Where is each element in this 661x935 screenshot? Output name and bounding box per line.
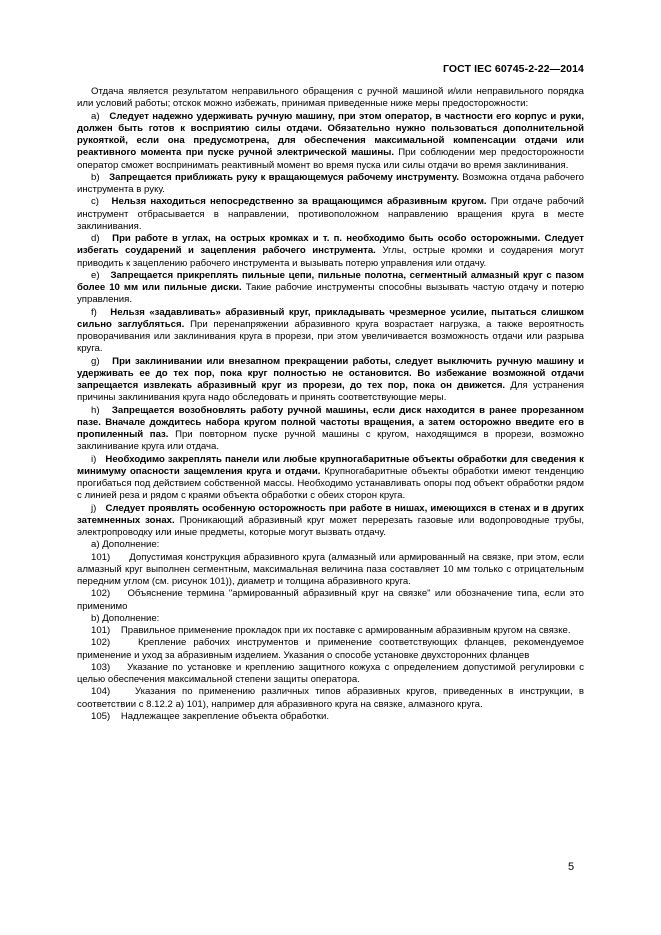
paragraph-prefix: c) — [91, 196, 99, 208]
paragraph-e — [77, 270, 584, 307]
addition-b-103 — [77, 662, 584, 687]
paragraph-text: Надлежащее закрепление объекта обработки. — [120, 710, 329, 722]
document-body — [77, 86, 584, 723]
addition-b-heading — [77, 613, 584, 625]
paragraph-prefix: 101) — [91, 625, 111, 636]
paragraph-text: Для устранения причины заклинивания круга надо обследовать и принять соответствующие меры. — [77, 380, 584, 404]
paragraph-j — [77, 503, 584, 540]
paragraph-text: При отдаче рабочий инструмент отбрасывается в направлении, противоположном направлению вращения круга в месте заклинивания. — [77, 196, 585, 232]
paragraph-prefix: d) — [91, 233, 100, 244]
paragraph-prefix: 102) — [91, 588, 111, 600]
addition-a-heading — [77, 539, 584, 551]
paragraph-text: Допустимая конструкция абразивного круга (алмазный или армированный на связке, при этом, если алмазный круг выполнен сегментным, максимальная величина паза составляет 10 мм только с отрицательным передним углом (см. рисунок 101)), диаметр и толщина абразивного круга. — [77, 551, 584, 587]
paragraph-text: Возможна отдача рабочего инструмента в руку. — [77, 171, 584, 195]
paragraph-text: Крепление рабочих инструментов и применение соответствующих фланцев, рекомендуемое применение и уход за абразивным изделием. Указания о способе установке двухсторонних фланцев — [77, 637, 584, 661]
paragraph-text: a) Дополнение: — [91, 539, 160, 551]
paragraph-text: Правильное применение прокладок при их поставке с армированным абразивным кругом на связке. — [120, 625, 571, 636]
paragraph-bold: Запрещается прикреплять пильные цепи, пильные полотна, сегментный алмазный круг с пазом более 10 мм или пильные диски. — [77, 269, 584, 293]
paragraph-h — [77, 405, 584, 454]
paragraph-text: Указания по применению различных типов абразивных кругов, приведенных в инструкции, в соответствии с 8.12.2 а) 101), например для абразивного круга на связке, алмазного круга. — [77, 686, 584, 710]
paragraph-b — [77, 172, 584, 197]
paragraph-text: При перенапряжении абразивного круга возрастает нагрузка, а также вероятность проворачивания или заклинивания круга в прорези, при этом увеличивается возможность отдачи или разрыва круга. — [77, 318, 584, 355]
paragraph-g — [77, 356, 584, 405]
paragraph-text: Крупногабаритные объекты обработки имеют тенденцию прогибаться под действием собственной массы. Необходимо устанавливать опоры под объект обработки рядом с линией реза и рядом с краями объекта обработки с обеих сторон круга. — [77, 465, 584, 502]
paragraph-text: Проникающий абразивный круг может перерезать газовые или водопроводные трубы, электропроводку или иные предметы, которые могут вызвать отдачу. — [77, 514, 584, 538]
paragraph-prefix: b) — [91, 171, 100, 183]
paragraph-prefix: g) — [91, 355, 100, 367]
paragraph-prefix: f) — [91, 306, 97, 318]
paragraph-bold: При заклинивании или внезапном прекращении работы, следует выключить ручную машину и удерживать ее до тех пор, пока круг полностью не остановится. Во избежание возможной отдачи запрещается извлекать абразивный круг из прорези, до тех пор, пока он движется. — [77, 355, 584, 391]
paragraph-prefix: e) — [91, 269, 100, 281]
paragraph-c — [77, 196, 584, 233]
page-number: 5 — [568, 861, 575, 873]
addition-b-105 — [77, 711, 584, 723]
paragraph-i — [77, 454, 584, 503]
paragraph-prefix: 101) — [91, 551, 111, 563]
paragraph-prefix: 103) — [91, 661, 111, 673]
paragraph-text: При повторном пуске ручной машины с кругом, находящимся в прорези, возможно заклинивание круга или отдача. — [77, 429, 584, 453]
paragraph-prefix: 104) — [91, 686, 111, 698]
paragraph-text: Объяснение термина "армированный абразивный круг на связке" или обозначение типа, если это применимо — [77, 588, 584, 612]
paragraph-prefix: i) — [91, 453, 97, 465]
addition-a-102 — [77, 588, 584, 613]
paragraph-text: b) Дополнение: — [91, 612, 160, 624]
addition-a-101 — [77, 552, 584, 589]
paragraph-intro — [77, 86, 584, 111]
paragraph-prefix: h) — [91, 404, 100, 416]
paragraph-bold: Нельзя находиться непосредственно за вращающимся абразивным кругом. — [111, 196, 487, 208]
paragraph-prefix: a) — [91, 110, 100, 122]
paragraph-prefix: 102) — [91, 637, 111, 649]
paragraph-bold: Следует надежно удерживать ручную машину, при этом оператор, в частности его корпус и руки, должен быть готов к восприятию силы отдачи. Обязательно нужно пользоваться дополнительной рукояткой, если она предусмотрена, для обеспечения максимальной компенсации отдачи или реактивного момента при пуске ручной электрической машины. — [77, 110, 585, 159]
paragraph-f — [77, 307, 584, 356]
paragraph-text: Такие рабочие инструменты способны вызывать частую отдачу и потерю управления. — [77, 282, 584, 306]
paragraph-prefix: 105) — [91, 710, 111, 722]
standard-header: ГОСТ IEC 60745-2-22—2014 — [442, 63, 584, 75]
addition-b-104 — [77, 686, 584, 711]
paragraph-text: При соблюдении мер предосторожности оператор сможет воспринимать реактивный момент во время пуска или силы отдачи во время заклинивания. — [77, 147, 584, 171]
paragraph-bold: Нельзя «задавливать» абразивный круг, прикладывать чрезмерное усилие, пытаться слишком сильно заглубляться. — [77, 306, 584, 330]
paragraph-text: Указание по установке и креплению защитного кожуха с определением допустимой регулировки с целью обеспечения максимальной степени защиты оператора. — [77, 661, 584, 685]
addition-b-101 — [77, 625, 584, 637]
paragraph-d — [77, 233, 584, 270]
paragraph-text: Углы, острые кромки и соударения могут приводить к зацеплению рабочего инструмента и вызывать потерю управления или отдачу. — [77, 245, 584, 269]
paragraph-a — [77, 111, 584, 172]
paragraph-bold: Запрещается приближать руку к вращающемуся рабочему инструменту. — [109, 171, 459, 183]
paragraph-bold: Следует проявлять особенную осторожность при работе в нишах, имеющихся в стенах и в других затемненных зонах. — [77, 502, 585, 526]
paragraph-bold: Запрещается возобновлять работу ручной машины, если диск находится в ранее прорезанном пазе. Вначале дождитесь набора кругом полной частоты вращения, а затем осторожно введите его в пропиленный паз. — [77, 404, 584, 440]
paragraph-prefix: j) — [91, 502, 97, 514]
paragraph-text: Отдача является результатом неправильного обращения с ручной машиной и/или неправильного порядка или условий работы; отскок можно избежать, принимая приведенные ниже меры предосторожности: — [77, 86, 584, 110]
paragraph-bold: Необходимо закреплять панели или любые крупногабаритные объекты обработки для сведения к минимуму опасности защемления круга и отдачи. — [77, 453, 584, 477]
paragraph-bold: При работе в углах, на острых кромках и т. п. необходимо быть особо осторожными. Следует избегать соударений и зацепления рабочего инструмента. — [77, 233, 584, 257]
addition-b-102 — [77, 637, 584, 662]
